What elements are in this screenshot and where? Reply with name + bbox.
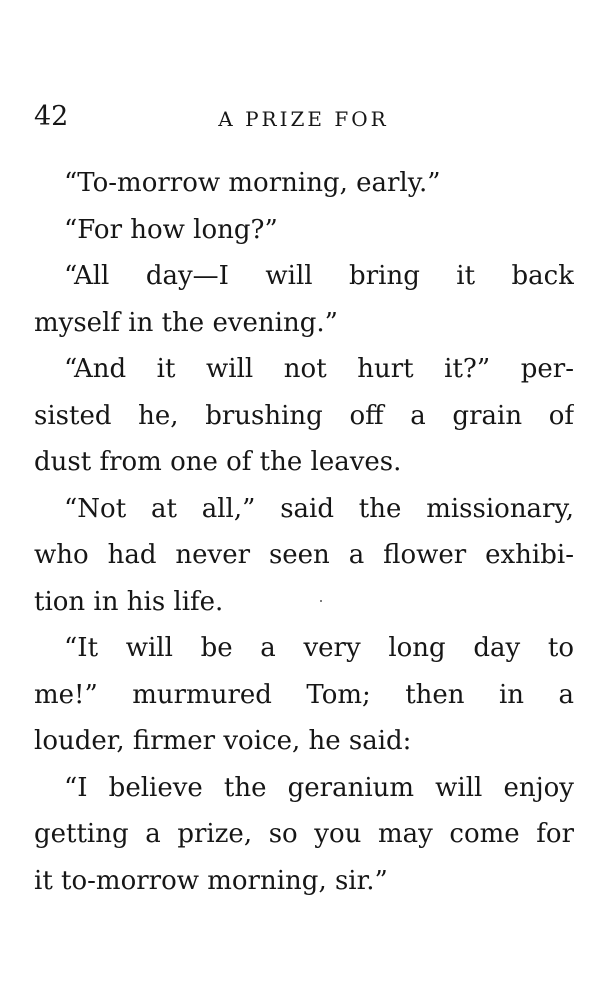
text-line: it to-morrow morning, sir.” xyxy=(34,865,388,896)
text-line: “To-morrow morning, early.” xyxy=(64,168,441,198)
text-line: “Not at all,” said the missionary, xyxy=(64,493,574,524)
text-line: who had never seen a flower exhibi- xyxy=(34,540,574,570)
running-head: A PRIZE FOR xyxy=(218,107,389,131)
text-line: me!” murmured Tom; then in a xyxy=(34,679,574,710)
text-line: louder, firmer voice, he said: xyxy=(34,726,412,756)
text-line: sisted he, brushing off a grain of xyxy=(34,400,574,431)
body-text xyxy=(34,160,574,904)
text-line: “And it will not hurt it?” per- xyxy=(64,354,574,384)
text-line: dust from one of the leaves. xyxy=(34,447,402,477)
text-line: “I believe the geranium will enjoy xyxy=(64,772,574,803)
paper-speck xyxy=(320,600,322,602)
text-line: tion in his life. xyxy=(34,586,224,617)
text-line: “All day—I will bring it back xyxy=(64,261,574,291)
text-line: getting a prize, so you may come for xyxy=(34,819,574,849)
text-line: “It will be a very long day to xyxy=(64,633,574,663)
page-number: 42 xyxy=(34,101,69,132)
text-line: “For how long?” xyxy=(64,214,278,245)
text-line: myself in the evening.” xyxy=(34,307,338,338)
page-header xyxy=(34,100,573,134)
